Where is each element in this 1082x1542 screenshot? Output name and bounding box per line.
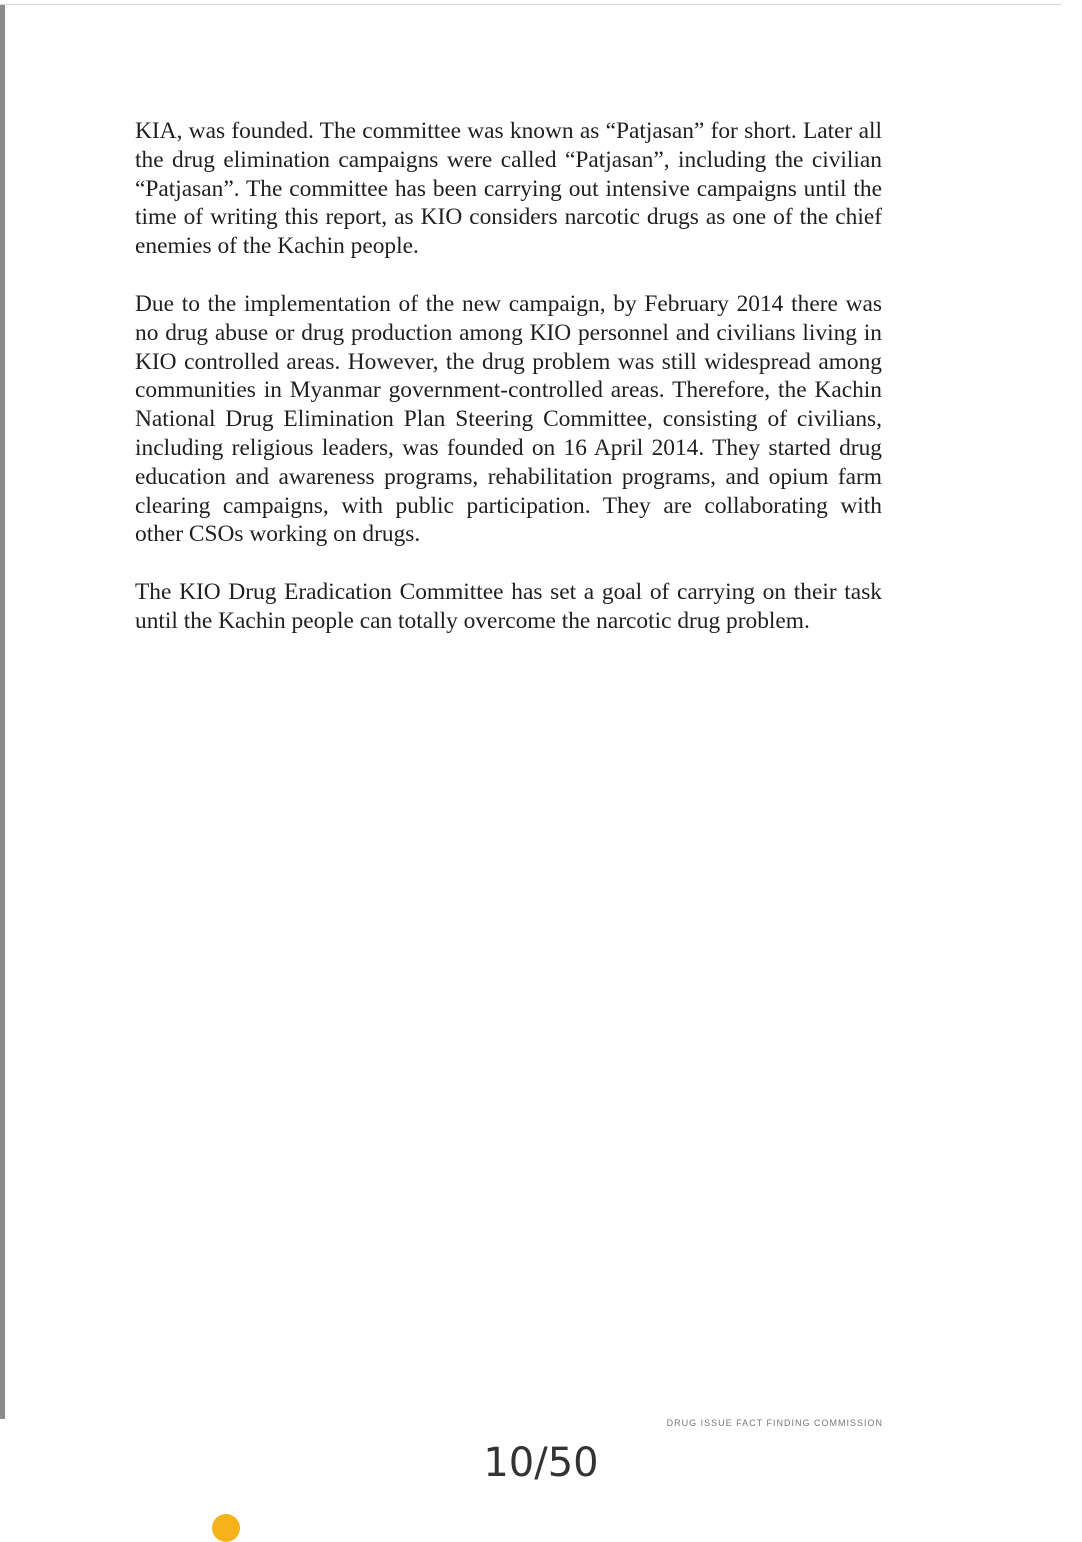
paragraph-3: The KIO Drug Eradication Committee has set a goal of carrying on their task until the Kachin people can totally overcome the narcotic drug problem. xyxy=(135,579,882,634)
document-page[interactable] xyxy=(5,5,1061,1428)
floating-action-button[interactable] xyxy=(212,1514,240,1542)
page-body xyxy=(135,117,882,665)
page-indicator: 10/50 xyxy=(483,1440,599,1486)
paragraph-1: KIA, was founded. The committee was known as “Patjasan” for short. Later all the drug elimination campaigns were called “Patjasan”, including the civilian “Patjasan”. The committee has been carrying out intensive campaigns until the time of writing this report, as KIO considers narcotic drugs as one of the chief enemies of the Kachin people. xyxy=(135,118,882,260)
paragraph-2: Due to the implementation of the new campaign, by February 2014 there was no drug abuse or drug production among KIO personnel and civilians living in KIO controlled areas. However, the drug problem was still widespread among communities in Myanmar government-controlled areas. Therefore, the Kachin National Drug Elimination Plan Steering Committee, consisting of civilians, including religious leaders, was founded on 16 April 2014. They started drug education and awareness programs, rehabilitation programs, and opium farm clearing campaigns, with public participation. They are collaborating with other CSOs working on drugs. xyxy=(135,290,882,548)
running-footer: DRUG ISSUE FACT FINDING COMMISSION xyxy=(666,1418,883,1428)
